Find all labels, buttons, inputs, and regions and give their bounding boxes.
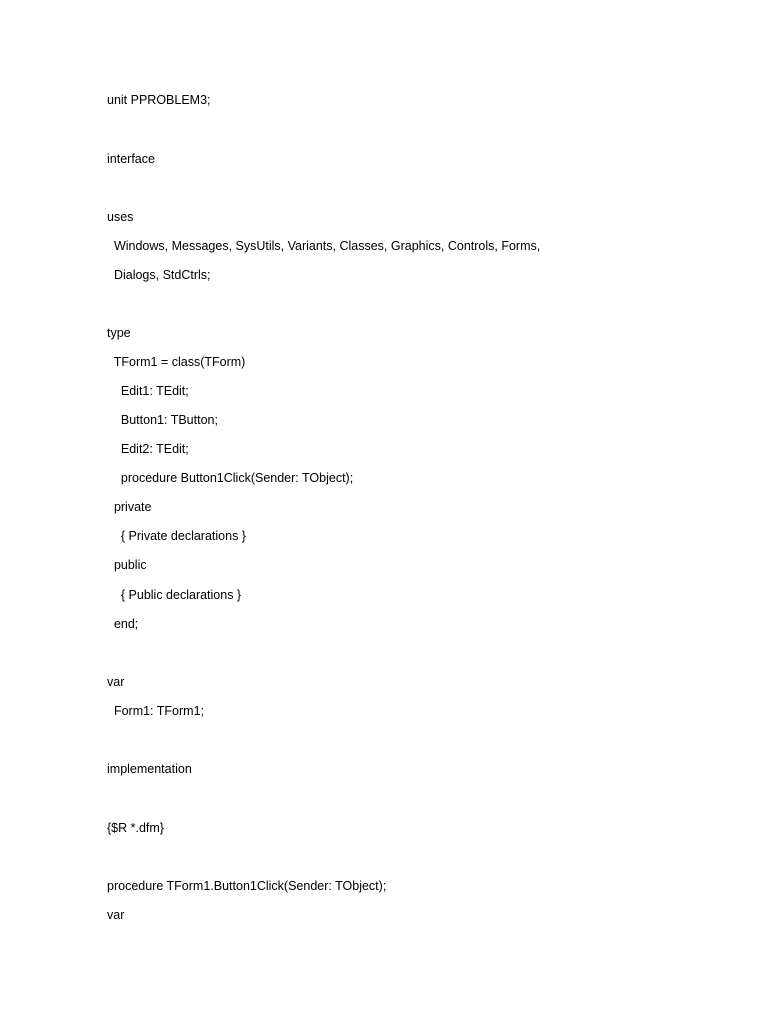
code-line: type — [107, 326, 131, 340]
code-line: Dialogs, StdCtrls; — [107, 268, 211, 282]
code-line: procedure Button1Click(Sender: TObject); — [107, 471, 354, 485]
code-line: var — [107, 908, 125, 922]
code-line: procedure TForm1.Button1Click(Sender: TObject); — [107, 879, 387, 893]
code-line: Windows, Messages, SysUtils, Variants, Classes, Graphics, Controls, Forms, — [107, 239, 541, 253]
code-line: unit PPROBLEM3; — [107, 93, 211, 107]
code-line: implementation — [107, 762, 192, 776]
code-line: uses — [107, 210, 134, 224]
code-line: Form1: TForm1; — [107, 704, 205, 718]
code-line: Button1: TButton; — [107, 413, 218, 427]
code-line: { Private declarations } — [107, 529, 246, 543]
code-line: var — [107, 675, 125, 689]
code-line: public — [107, 558, 147, 572]
code-line: { Public declarations } — [107, 588, 242, 602]
code-line: {$R *.dfm} — [107, 821, 164, 835]
code-line: end; — [107, 617, 139, 631]
code-line: private — [107, 500, 152, 514]
code-line: interface — [107, 152, 155, 166]
code-line: TForm1 = class(TForm) — [107, 355, 246, 369]
code-line: Edit2: TEdit; — [107, 442, 189, 456]
code-line: Edit1: TEdit; — [107, 384, 189, 398]
